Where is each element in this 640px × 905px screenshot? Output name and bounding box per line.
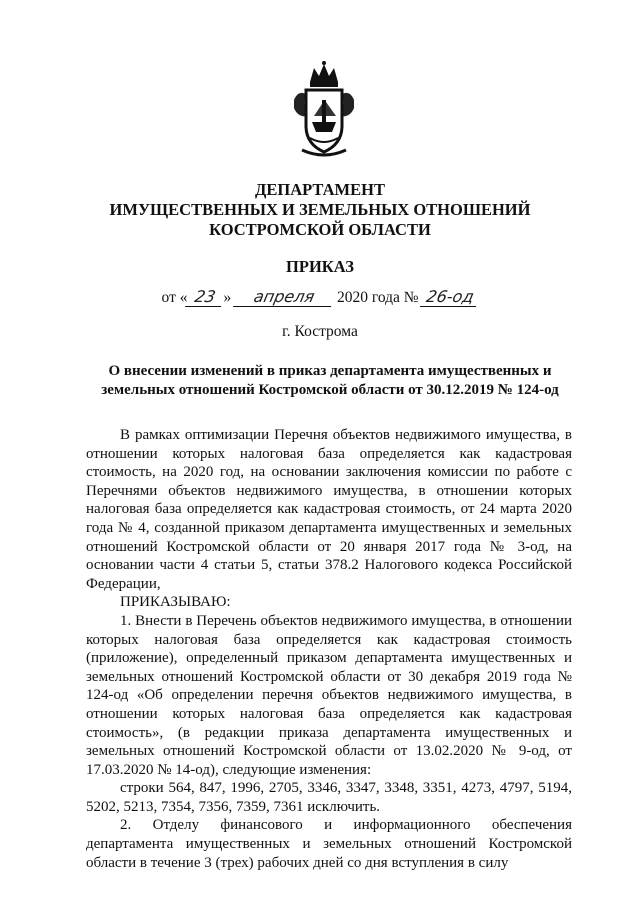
order-title: ПРИКАЗ: [286, 257, 354, 276]
paragraph-order-word: ПРИКАЗЫВАЮ:: [120, 594, 231, 611]
kostroma-coat-of-arms-icon: [292, 60, 356, 160]
order-date-line: [60, 288, 580, 307]
handwritten-order-number: 26-од: [420, 288, 480, 307]
handwritten-day: 23: [185, 288, 225, 307]
subject-line-1: О внесении изменений в приказ департамента имущественных и: [108, 363, 552, 379]
year-text: 2020 года №: [336, 289, 419, 306]
header-line-3: КОСТРОМСКОЙ ОБЛАСТИ: [209, 220, 431, 239]
subject-line-2: земельных отношений Костромской области от 30.12.2019 № 124-од: [101, 382, 559, 398]
paragraph-rows-excluded: строки 564, 847, 1996, 2705, 3346, 3347, 3348, 3351, 4273, 4797, 5194, 5202, 5213, 7354, 7356, 7359, 7361 исключить.: [86, 780, 572, 815]
order-body: [86, 426, 572, 872]
handwritten-month: апреля: [233, 288, 335, 307]
city: г. Кострома: [282, 323, 358, 340]
date-mid: »: [223, 289, 232, 306]
paragraph-item-1: 1. Внести в Перечень объектов недвижимого имущества, в отношении которых налоговая база определяется как кадастровая стоимость (приложение), определенный приказом департамента имущественных и земельных отношений Костромской области от 30 декабря 2019 года № 124-од «Об определении перечня объектов недвижимого имущества, в отношении которых налоговая база определяется как кадастровая стоимость», (в редакции приказа департамента имущественных и земельных отношений Костромской области от 13.02.2020 № 9-од, от 17.03.2020 № 14-од), следующие изменения:: [86, 612, 572, 778]
header-line-1: ДЕПАРТАМЕНТ: [255, 180, 385, 199]
date-prefix: от «: [161, 289, 188, 306]
department-header: [60, 180, 580, 240]
header-line-2: ИМУЩЕСТВЕННЫХ И ЗЕМЕЛЬНЫХ ОТНОШЕНИЙ: [109, 200, 531, 219]
paragraph-item-2: 2. Отделу финансового и информационного обеспечения департамента имущественных и земельных отношений Костромской области в течение 3 (трех) рабочих дней со дня вступления в силу: [86, 817, 572, 871]
order-subject: [100, 362, 560, 400]
paragraph-preamble: В рамках оптимизации Перечня объектов недвижимого имущества, в отношении которых налоговая база определяется как кадастровая стоимость, на 2020 год, на основании заключения комиссии по работе с Перечнями объектов недвижимого имущества, в отношении которых налоговая база определяется как кадастровая стоимость, от 24 марта 2020 года № 4, созданной приказом департамента имущественных и земельных отношений Костромской области от 20 января 2017 года № 3-од, на основании части 4 статьи 5, статьи 378.2 Налогового кодекса Российской Федерации,: [86, 427, 572, 592]
